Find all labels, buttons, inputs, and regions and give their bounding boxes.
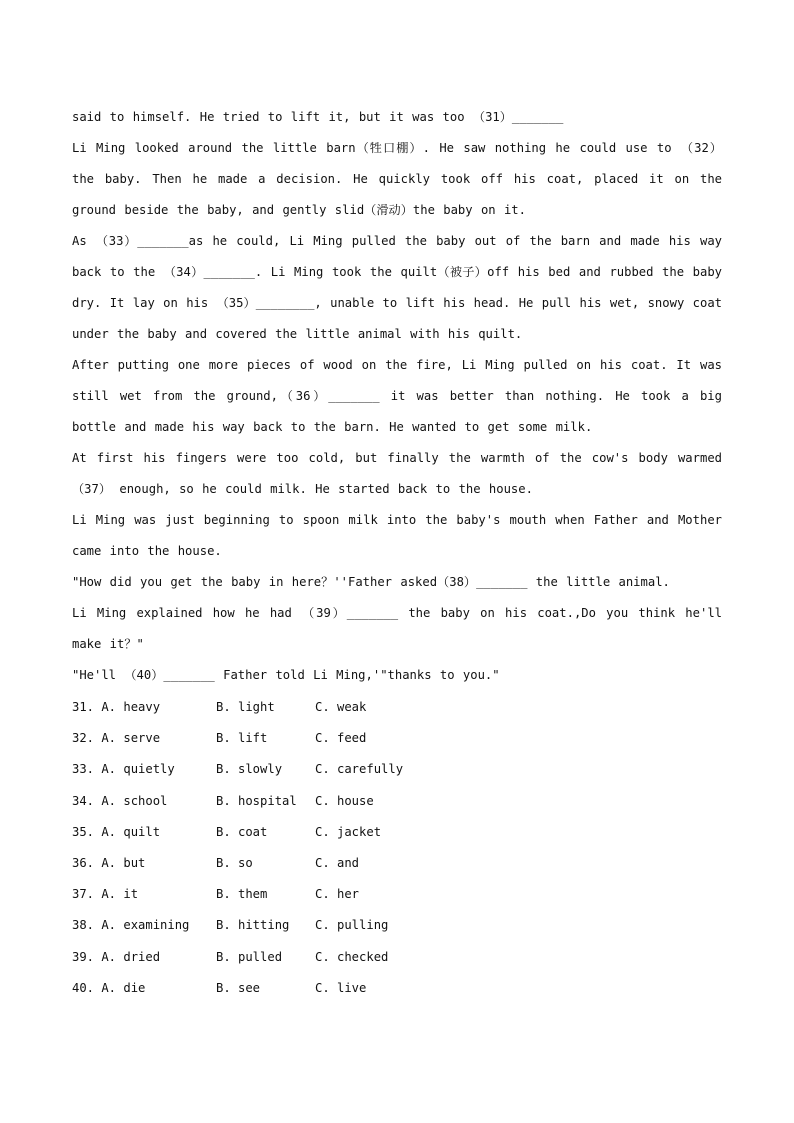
option-a: 35. A. quilt bbox=[72, 824, 161, 839]
question-row bbox=[72, 817, 722, 848]
question-row bbox=[72, 879, 722, 910]
paragraph: After putting one more pieces of wood on the fire, Li Ming pulled on his coat. It was still wet from the ground,（36）_______ it was better than nothing. He took a big bottle and made his way back to the barn. He wanted to get some milk. bbox=[72, 358, 722, 434]
question-row bbox=[72, 942, 722, 973]
question-row bbox=[72, 910, 722, 941]
option-b: B. hospital bbox=[216, 793, 297, 808]
question-row bbox=[72, 754, 722, 785]
question-row bbox=[72, 723, 722, 754]
option-c: C. pulling bbox=[315, 918, 389, 933]
document-page bbox=[72, 102, 722, 1004]
option-a: 38. A. examining bbox=[72, 918, 190, 933]
paragraph: Li Ming was just beginning to spoon milk into the baby's mouth when Father and Mother came into the house. bbox=[72, 513, 722, 558]
option-b: B. light bbox=[216, 700, 275, 714]
option-a: 36. A. but bbox=[72, 856, 146, 871]
option-a: 40. A. die bbox=[72, 980, 146, 995]
option-c: C. her bbox=[315, 887, 360, 902]
option-b: B. hitting bbox=[216, 918, 290, 933]
paragraph: At first his fingers were too cold, but finally the warmth of the cow's body warmed （37） enough, so he could milk. He started back to the house. bbox=[72, 451, 722, 496]
paragraph: As （33）_______as he could, Li Ming pulled the baby out of the barn and made his way back to the （34）_______. Li Ming took the quilt（被子）off his bed and rubbed the baby dry. It lay on his （35）________, unable to lift his head. He pull his wet, snowy coat under the baby and covered the little animal with his quilt. bbox=[72, 234, 722, 341]
option-c: C. checked bbox=[315, 949, 389, 964]
paragraph: said to himself. He tried to lift it, but it was too （31）_______ bbox=[72, 110, 564, 124]
option-c: C. and bbox=[315, 856, 360, 871]
option-c: C. feed bbox=[315, 731, 367, 746]
option-c: C. jacket bbox=[315, 824, 382, 839]
option-b: B. coat bbox=[216, 824, 268, 839]
paragraph: "How did you get the baby in here？''Father asked（38）_______ the little animal. bbox=[72, 575, 670, 589]
option-a: 32. A. serve bbox=[72, 731, 161, 746]
question-row bbox=[72, 692, 722, 723]
question-row bbox=[72, 973, 722, 1004]
option-b: B. see bbox=[216, 980, 261, 995]
option-b: B. pulled bbox=[216, 949, 283, 964]
option-c: C. weak bbox=[315, 700, 367, 714]
option-c: C. carefully bbox=[315, 762, 404, 777]
reading-passage bbox=[72, 102, 722, 691]
option-b: B. slowly bbox=[216, 762, 283, 777]
option-b: B. so bbox=[216, 856, 253, 871]
option-a: 37. A. it bbox=[72, 887, 139, 902]
option-a: 33. A. quietly bbox=[72, 762, 175, 777]
question-row bbox=[72, 848, 722, 879]
paragraph: Li Ming explained how he had （39）_______ the baby on his coat.,Do you think he'll make it？" bbox=[72, 606, 722, 651]
paragraph: "He'll （40）_______ Father told Li Ming,'"thanks to you." bbox=[72, 668, 500, 682]
option-b: B. lift bbox=[216, 731, 268, 746]
option-a: 34. A. school bbox=[72, 793, 168, 808]
answer-options bbox=[72, 692, 722, 1004]
option-a: 31. A. heavy bbox=[72, 700, 161, 714]
option-b: B. them bbox=[216, 887, 268, 902]
option-a: 39. A. dried bbox=[72, 949, 161, 964]
option-c: C. house bbox=[315, 793, 374, 808]
option-c: C. live bbox=[315, 980, 367, 995]
paragraph: Li Ming looked around the little barn（牲口棚）. He saw nothing he could use to （32） the baby. Then he made a decision. He quickly took off his coat, placed it on the ground beside the baby, and gently slid（滑动）the baby on it. bbox=[72, 141, 722, 217]
question-row bbox=[72, 786, 722, 817]
